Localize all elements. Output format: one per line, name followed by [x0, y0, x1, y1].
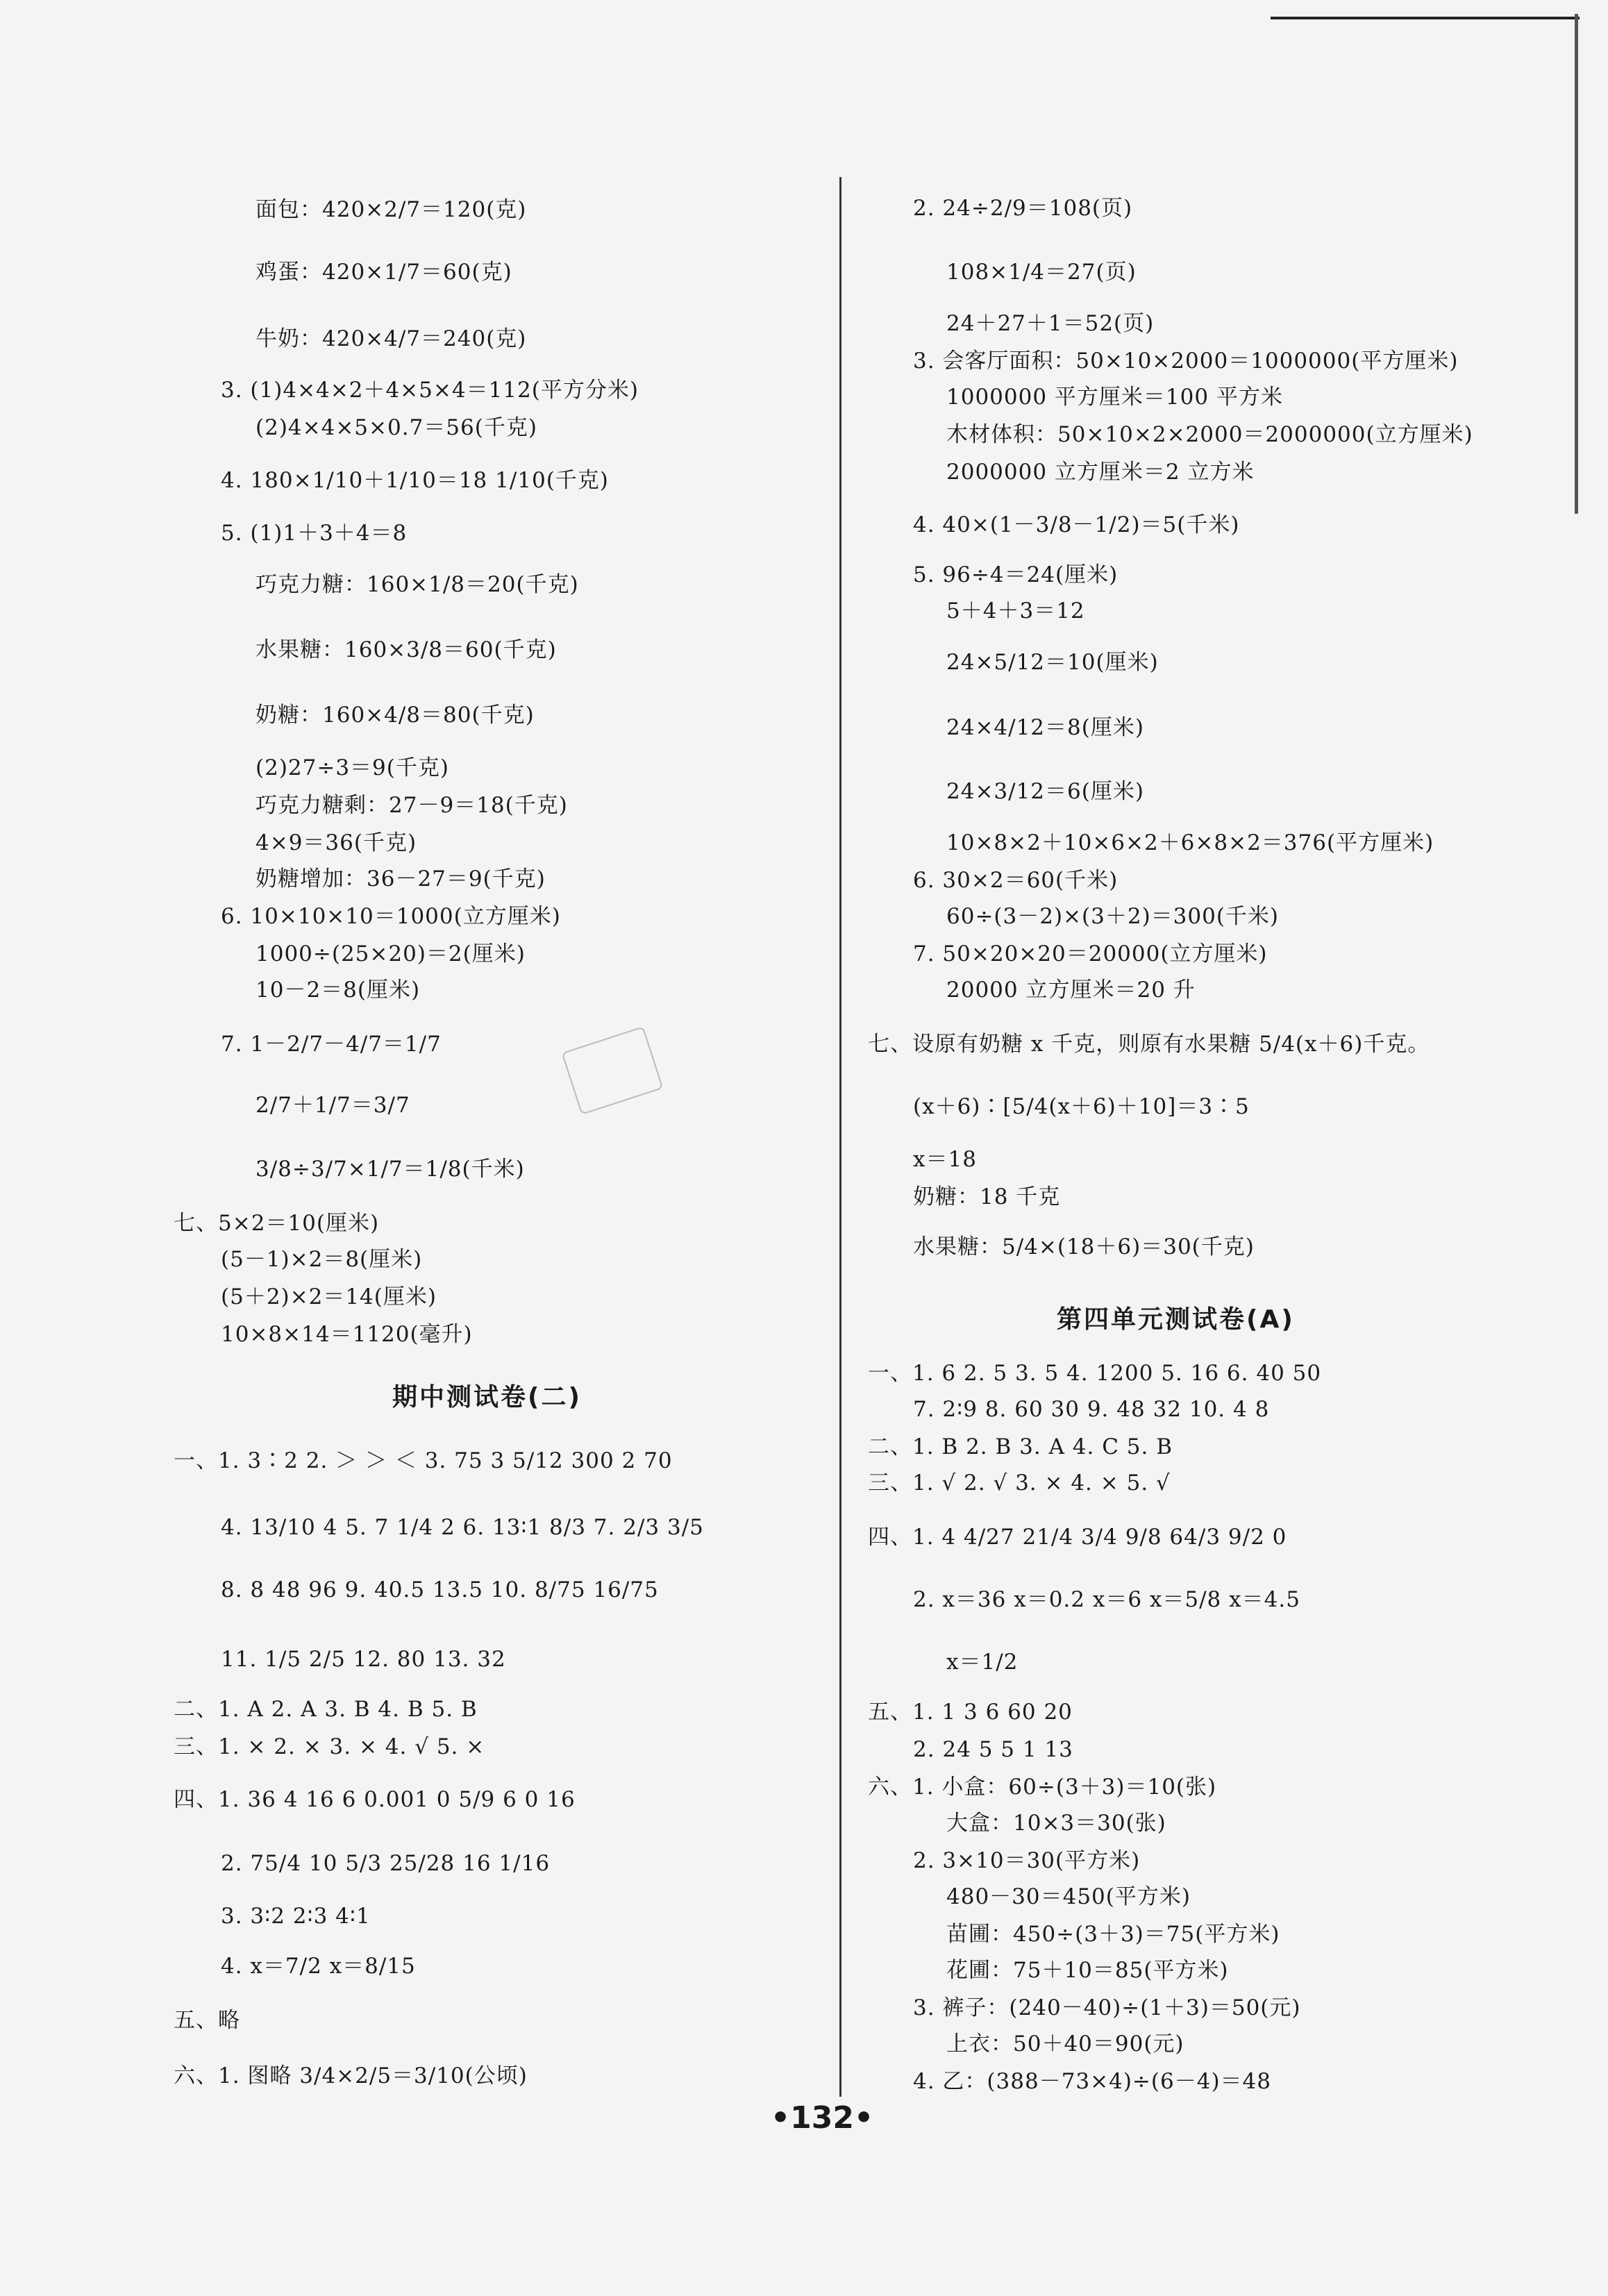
answer-line: (5＋2)×2＝14(厘米) [221, 1284, 437, 1309]
answer-line: (2)27÷3＝9(千克) [256, 755, 449, 780]
answer-line: 巧克力糖剩：27－9＝18(千克) [256, 793, 568, 818]
answer-line: 3. 3∶2 2∶3 4∶1 [221, 1904, 371, 1929]
page-edge-shadow [1575, 14, 1578, 514]
answer-line: 1000000 平方厘米＝100 平方米 [946, 385, 1283, 410]
answer-line: 6. 30×2＝60(千米) [913, 868, 1119, 893]
answer-line: 六、1. 小盒：60÷(3＋3)＝10(张) [868, 1775, 1217, 1800]
answer-line: 巧克力糖：160×1/8＝20(千克) [256, 572, 579, 597]
answer-line: 苗圃：450÷(3＋3)＝75(平方米) [946, 1922, 1280, 1947]
faint-stamp-mark [562, 1026, 664, 1115]
answer-line: 4. 13/10 4 5. 7 1/4 2 6. 13∶1 8/3 7. 2/3 3/5 [221, 1515, 704, 1540]
answer-line: 24×3/12＝6(厘米) [946, 779, 1144, 804]
answer-line: 奶糖：160×4/8＝80(千克) [256, 703, 535, 728]
answer-line: 10－2＝8(厘米) [256, 978, 421, 1003]
answer-line: (5－1)×2＝8(厘米) [221, 1247, 423, 1272]
answer-line: 3. 会客厅面积：50×10×2000＝1000000(平方厘米) [913, 349, 1459, 374]
answer-line: 四、1. 4 4/27 21/4 3/4 9/8 64/3 9/2 0 [868, 1525, 1287, 1550]
answer-line: 4. 40×(1－3/8－1/2)＝5(千米) [913, 512, 1240, 537]
answer-line: 3. (1)4×4×2＋4×5×4＝112(平方分米) [221, 378, 639, 403]
answer-line: x＝18 [913, 1147, 977, 1172]
answer-line: 5＋4＋3＝12 [946, 598, 1085, 623]
answer-line: 24×5/12＝10(厘米) [946, 650, 1159, 675]
answer-line: 2. 75/4 10 5/3 25/28 16 1/16 [221, 1851, 551, 1876]
answer-line: 24×4/12＝8(厘米) [946, 715, 1144, 740]
answer-line: 1000÷(25×20)＝2(厘米) [256, 941, 526, 966]
answer-line: (2)4×4×5×0.7＝56(千克) [256, 415, 537, 440]
section-title: 期中测试卷(二) [392, 1383, 582, 1411]
answer-line: 3. 裤子：(240－40)÷(1＋3)＝50(元) [913, 1995, 1301, 2020]
answer-line: 三、1. × 2. × 3. × 4. √ 5. × [174, 1734, 485, 1759]
answer-line: 二、1. A 2. A 3. B 4. B 5. B [174, 1697, 478, 1722]
answer-line: 七、5×2＝10(厘米) [174, 1211, 380, 1236]
answer-line: 2. 24÷2/9＝108(页) [913, 196, 1133, 221]
answer-line: 4. x＝7/2 x＝8/15 [221, 1954, 416, 1979]
answer-line: 8. 8 48 96 9. 40.5 13.5 10. 8/75 16/75 [221, 1577, 659, 1602]
answer-line: 5. 96÷4＝24(厘米) [913, 562, 1119, 587]
answer-line: x＝1/2 [946, 1650, 1019, 1675]
answer-line: 7. 1－2/7－4/7＝1/7 [221, 1032, 442, 1057]
page-number: •132• [771, 2100, 874, 2136]
answer-line: 480－30＝450(平方米) [946, 1884, 1191, 1909]
answer-line: 24＋27＋1＝52(页) [946, 311, 1155, 336]
section-title: 第四单元测试卷(A) [1057, 1305, 1295, 1334]
answer-line: 鸡蛋：420×1/7＝60(克) [256, 260, 512, 285]
answer-line: 五、略 [174, 2008, 240, 2033]
answer-line: 10×8×2＋10×6×2＋6×8×2＝376(平方厘米) [946, 830, 1434, 855]
answer-line: 5. (1)1＋3＋4＝8 [221, 521, 408, 546]
top-edge-line [1271, 17, 1580, 19]
answer-line: 大盒：10×3＝30(张) [946, 1811, 1166, 1836]
answer-line: 一、1. 3∶2 2. ＞ ＞ ＜ 3. 75 3 5/12 300 2 70 [174, 1448, 673, 1473]
answer-line: 四、1. 36 4 16 6 0.001 0 5/9 6 0 16 [174, 1787, 576, 1812]
answer-line: 108×1/4＝27(页) [946, 260, 1137, 285]
answer-line: 水果糖：5/4×(18＋6)＝30(千克) [913, 1234, 1255, 1259]
answer-line: 2. 3×10＝30(平方米) [913, 1848, 1141, 1873]
answer-line: 6. 10×10×10＝1000(立方厘米) [221, 904, 561, 929]
answer-line: 奶糖增加：36－27＝9(千克) [256, 866, 546, 891]
answer-line: 3/8÷3/7×1/7＝1/8(千米) [256, 1157, 525, 1182]
answer-line: (x＋6)∶[5/4(x＋6)＋10]＝3∶5 [913, 1094, 1250, 1119]
answer-line: 7. 50×20×20＝20000(立方厘米) [913, 941, 1268, 966]
answer-line: 七、设原有奶糖 x 千克，则原有水果糖 5/4(x＋6)千克。 [868, 1032, 1430, 1057]
answer-line: 2000000 立方厘米＝2 立方米 [946, 460, 1255, 485]
answer-line: 20000 立方厘米＝20 升 [946, 978, 1196, 1003]
answer-line: 六、1. 图略 3/4×2/5＝3/10(公顷) [174, 2063, 528, 2088]
answer-line: 二、1. B 2. B 3. A 4. C 5. B [868, 1434, 1173, 1459]
answer-line: 2. x＝36 x＝0.2 x＝6 x＝5/8 x＝4.5 [913, 1587, 1300, 1612]
answer-line: 7. 2∶9 8. 60 30 9. 48 32 10. 4 8 [913, 1397, 1270, 1422]
column-divider [839, 177, 841, 2097]
answer-line: 面包：420×2/7＝120(克) [256, 197, 527, 222]
answer-line: 五、1. 1 3 6 60 20 [868, 1700, 1073, 1725]
answer-line: 三、1. √ 2. √ 3. × 4. × 5. √ [868, 1470, 1171, 1495]
answer-line: 10×8×14＝1120(毫升) [221, 1322, 473, 1347]
answer-line: 奶糖：18 千克 [913, 1184, 1061, 1209]
answer-line: 一、1. 6 2. 5 3. 5 4. 1200 5. 16 6. 40 50 [868, 1361, 1322, 1386]
answer-line: 11. 1/5 2/5 12. 80 13. 32 [221, 1647, 506, 1672]
answer-line: 花圃：75＋10＝85(平方米) [946, 1958, 1229, 1983]
answer-line: 水果糖：160×3/8＝60(千克) [256, 637, 557, 662]
answer-line: 2/7＋1/7＝3/7 [256, 1093, 410, 1118]
answer-line: 木材体积：50×10×2×2000＝2000000(立方厘米) [946, 422, 1473, 447]
answer-line: 4. 180×1/10＋1/10＝18 1/10(千克) [221, 468, 609, 493]
answer-line: 上衣：50＋40＝90(元) [946, 2031, 1184, 2056]
answer-line: 4. 乙：(388－73×4)÷(6－4)＝48 [913, 2069, 1271, 2094]
answer-line: 牛奶：420×4/7＝240(克) [256, 326, 527, 351]
answer-line: 4×9＝36(千克) [256, 830, 417, 855]
answer-line: 60÷(3－2)×(3＋2)＝300(千米) [946, 904, 1280, 929]
answer-line: 2. 24 5 5 1 13 [913, 1737, 1073, 1762]
